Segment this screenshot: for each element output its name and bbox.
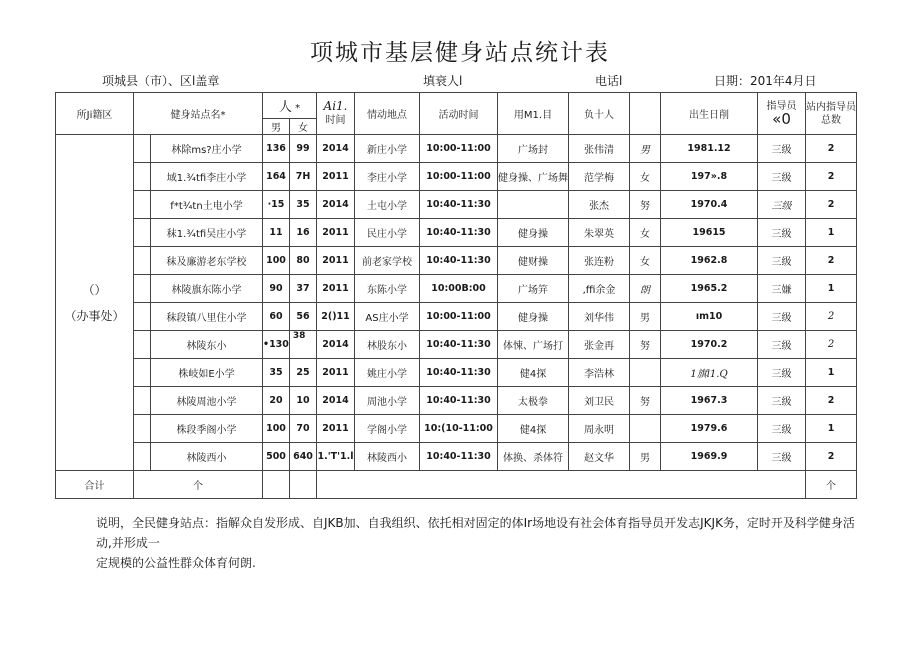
project: 广场笄: [498, 275, 569, 303]
male-count: [263, 275, 290, 303]
leader: 张伟清: [569, 135, 630, 163]
project: 健4探: [498, 359, 569, 387]
location: 东陈小学: [355, 275, 420, 303]
activity-time: 10:00-11:00: [420, 135, 498, 163]
male-count-value: 60: [269, 311, 283, 322]
found-year: 2011: [317, 247, 355, 275]
found-year: 1.'T'1.l: [317, 443, 355, 471]
male-count-value: 20: [269, 395, 283, 406]
total-count-unit: 个: [806, 471, 857, 499]
station-name: 域1.¾tfi李庄小学: [151, 163, 263, 191]
district-label-bottom: （办事处）: [64, 308, 125, 323]
activity-time: 10:40-11:30: [420, 331, 498, 359]
male-count: [263, 387, 290, 415]
female-count: 7H: [290, 163, 317, 191]
leader: 张杰: [569, 191, 630, 219]
location: 李庄小学: [355, 163, 420, 191]
total-station-unit: 个: [134, 471, 263, 499]
project: [498, 191, 569, 219]
leader: 朱翠英: [569, 219, 630, 247]
header-male: 男: [263, 119, 290, 135]
filler-field: 填衰人l: [423, 74, 463, 88]
found-year: 2011: [317, 163, 355, 191]
level: 三嫌: [758, 275, 806, 303]
page-title: 项城市基层健身站点统计表: [310, 40, 610, 66]
header-level-top: 指导员: [766, 100, 797, 112]
male-count-value: •130: [263, 339, 289, 350]
male-count-value: 35: [269, 367, 283, 378]
station-instructor-count: 2: [806, 331, 857, 359]
birth-date: 1967.3: [661, 387, 758, 415]
station-name: 秣1.¾tfi吴庄小学: [151, 219, 263, 247]
found-year: 2014: [317, 331, 355, 359]
birth-date: 1970.2: [661, 331, 758, 359]
female-count: 25: [290, 359, 317, 387]
level: 三级: [758, 443, 806, 471]
leader: ,ffi余金: [569, 275, 630, 303]
project: 体换、杀体符: [498, 443, 569, 471]
project: 太极拳: [498, 387, 569, 415]
header-people-mark: *: [295, 103, 301, 114]
leader: 张金再: [569, 331, 630, 359]
birth-date: 1970.4: [661, 191, 758, 219]
male-count-value: 136: [266, 143, 286, 154]
location: 学阁小学: [355, 415, 420, 443]
gender: 男: [630, 135, 661, 163]
header-found-time: [317, 93, 355, 135]
location: 前老家学校: [355, 247, 420, 275]
found-year: 2011: [317, 359, 355, 387]
found-year: 2()11: [317, 303, 355, 331]
birth-date: 1981.12: [661, 135, 758, 163]
location: 林股东小: [355, 331, 420, 359]
level: 三级: [758, 247, 806, 275]
female-count: 35: [290, 191, 317, 219]
gender: 努: [630, 387, 661, 415]
found-year: 2014: [317, 191, 355, 219]
table-row: [56, 359, 857, 387]
level: 三级: [758, 303, 806, 331]
footnote: [96, 513, 856, 573]
birth-date: 1962.8: [661, 247, 758, 275]
leader: 刘卫民: [569, 387, 630, 415]
station-name: 株段季阁小学: [151, 415, 263, 443]
date-field: 日期：201年4月日: [714, 74, 817, 88]
birth-date: 1965.2: [661, 275, 758, 303]
station-instructor-count: 2: [806, 387, 857, 415]
level: 三级: [758, 163, 806, 191]
activity-time: 10:00-11:00: [420, 303, 498, 331]
total-row: [56, 471, 857, 499]
female-count: 99: [290, 135, 317, 163]
gender: 朗: [630, 275, 661, 303]
activity-time: 10:40-11:30: [420, 443, 498, 471]
station-name: 林陵东小: [151, 331, 263, 359]
gender: 男: [630, 443, 661, 471]
male-count: [263, 135, 290, 163]
total-male-blank: [263, 471, 290, 499]
project: 健财操: [498, 247, 569, 275]
header-female: 女: [290, 119, 317, 135]
gender: 努: [630, 191, 661, 219]
station-instructor-count: 2: [806, 303, 857, 331]
footnote-line2: 定规模的公益性群众体育何朗.: [96, 556, 256, 570]
gender: 女: [630, 219, 661, 247]
station-instructor-count: 1: [806, 219, 857, 247]
header-found-bottom: 时间: [325, 115, 346, 126]
activity-time: 10:40-11:30: [420, 219, 498, 247]
gender: [630, 359, 661, 387]
leader: 周永明: [569, 415, 630, 443]
found-year: 2011: [317, 415, 355, 443]
row-blank-cell: [134, 247, 151, 275]
location: 周池小学: [355, 387, 420, 415]
male-count-value: 100: [266, 423, 286, 434]
header-time: 活动时间: [420, 93, 498, 135]
male-count-extra: 38: [292, 331, 306, 341]
female-count: 80: [290, 247, 317, 275]
row-blank-cell: [134, 191, 151, 219]
district-label-top: （）: [82, 282, 107, 297]
project: 广场封: [498, 135, 569, 163]
birth-date: 1旗l1.Q: [661, 359, 758, 387]
project: 健身操: [498, 303, 569, 331]
header-found-top: Ai1.: [323, 99, 348, 113]
birth-date: 19615: [661, 219, 758, 247]
location: AS庄小学: [355, 303, 420, 331]
table-row: [56, 331, 857, 359]
activity-time: 10:40-11:30: [420, 247, 498, 275]
leader: 赵文华: [569, 443, 630, 471]
header-project: 用M1.目: [498, 93, 569, 135]
table-row: [56, 303, 857, 331]
male-count-value: 500: [266, 451, 286, 462]
row-blank-cell: [134, 443, 151, 471]
project: 健身操: [498, 219, 569, 247]
table-row: [56, 191, 857, 219]
station-instructor-count: 1: [806, 359, 857, 387]
table-row: [56, 219, 857, 247]
station-instructor-count: 2: [806, 443, 857, 471]
gender: 努: [630, 331, 661, 359]
county-field: 项城县（市）、区l盖章: [102, 74, 220, 88]
table-row: [56, 247, 857, 275]
location: 姚庄小学: [355, 359, 420, 387]
phone-field: 电话l: [595, 74, 623, 88]
male-count-value: 164: [266, 171, 286, 182]
level: 三级: [758, 331, 806, 359]
level: 三级: [758, 219, 806, 247]
female-count: 640: [290, 443, 317, 471]
leader: 张连粉: [569, 247, 630, 275]
activity-time: 10:40-11:30: [420, 191, 498, 219]
station-name: 林陵旗东陈小学: [151, 275, 263, 303]
location: 民庄小学: [355, 219, 420, 247]
male-count: [263, 359, 290, 387]
leader: 刘华伟: [569, 303, 630, 331]
station-name: 林除ms?庄小学: [151, 135, 263, 163]
total-blank: [317, 471, 806, 499]
table-row: [56, 415, 857, 443]
header-row: [56, 93, 857, 119]
activity-time: 10:40-11:30: [420, 387, 498, 415]
header-location: 情动地点: [355, 93, 420, 135]
level: 三级: [758, 359, 806, 387]
found-year: 2011: [317, 275, 355, 303]
male-count: [263, 303, 290, 331]
row-blank-cell: [134, 163, 151, 191]
header-gender: [630, 93, 661, 135]
station-name: f*t¾tn土电小学: [151, 191, 263, 219]
female-count: 70: [290, 415, 317, 443]
row-blank-cell: [134, 359, 151, 387]
row-blank-cell: [134, 331, 151, 359]
row-blank-cell: [134, 275, 151, 303]
row-blank-cell: [134, 135, 151, 163]
table-row: [56, 135, 857, 163]
total-label: 合计: [56, 471, 134, 499]
birth-date: ım10: [661, 303, 758, 331]
table-row: [56, 163, 857, 191]
station-name: 秣及廉游老东学校: [151, 247, 263, 275]
birth-date: 1979.6: [661, 415, 758, 443]
location: 土屯小学: [355, 191, 420, 219]
station-instructor-count: 2: [806, 191, 857, 219]
male-count: [263, 163, 290, 191]
station-table: [55, 92, 857, 499]
header-count: 站内指导员总数: [806, 93, 857, 135]
project: 体悚、广场打: [498, 331, 569, 359]
found-year: 2014: [317, 135, 355, 163]
male-count: [263, 443, 290, 471]
birth-date: 1969.9: [661, 443, 758, 471]
header-people-label: 人: [278, 100, 292, 115]
male-count-value: 11: [269, 227, 283, 238]
header-level: [758, 93, 806, 135]
gender: [630, 415, 661, 443]
table-row: [56, 387, 857, 415]
station-instructor-count: 1: [806, 415, 857, 443]
location: 林陵西小: [355, 443, 420, 471]
female-count: 10: [290, 387, 317, 415]
total-female-blank: [290, 471, 317, 499]
female-count: 56: [290, 303, 317, 331]
header-district: 所Ji籍区: [56, 93, 134, 135]
male-count: [263, 219, 290, 247]
location: 新庄小学: [355, 135, 420, 163]
gender: 女: [630, 247, 661, 275]
station-name: 林陵西小: [151, 443, 263, 471]
male-count: [263, 247, 290, 275]
activity-time: 10:40-11:30: [420, 359, 498, 387]
male-count: [263, 191, 290, 219]
found-year: 2014: [317, 387, 355, 415]
header-level-bottom: «0: [772, 109, 791, 128]
activity-time: 10:00-11:00: [420, 163, 498, 191]
level: 三级: [758, 135, 806, 163]
station-name: 秣段镇八里住小学: [151, 303, 263, 331]
leader: 范学梅: [569, 163, 630, 191]
leader: 李浩林: [569, 359, 630, 387]
project: 健4探: [498, 415, 569, 443]
row-blank-cell: [134, 387, 151, 415]
station-instructor-count: 1: [806, 275, 857, 303]
male-count-value: ·15: [267, 199, 285, 210]
row-blank-cell: [134, 415, 151, 443]
header-people: [263, 93, 317, 119]
male-count-value: 100: [266, 255, 286, 266]
female-count: 37: [290, 275, 317, 303]
birth-date: 197».8: [661, 163, 758, 191]
level: 三级: [758, 415, 806, 443]
gender: 男: [630, 303, 661, 331]
header-station: 健身站点名*: [134, 93, 263, 135]
row-blank-cell: [134, 219, 151, 247]
female-count: 16: [290, 219, 317, 247]
station-name: 林陵周池小学: [151, 387, 263, 415]
station-instructor-count: 2: [806, 163, 857, 191]
male-count: [263, 415, 290, 443]
level: 三级: [758, 387, 806, 415]
row-blank-cell: [134, 303, 151, 331]
district-cell: [56, 135, 134, 471]
activity-time: 10:00B:00: [420, 275, 498, 303]
station-instructor-count: 2: [806, 247, 857, 275]
table-row: [56, 275, 857, 303]
footnote-line1: 说明，全民健身站点：指解众自发形成、自JKB加、自我组织、依托相对固定的体Ir场地设有社会体育指导员开发志JKJK务，定时开及科学健身活动,并形成一: [96, 516, 855, 550]
table-row: [56, 443, 857, 471]
gender: 女: [630, 163, 661, 191]
header-birth: 出生日削: [661, 93, 758, 135]
found-year: 2011: [317, 219, 355, 247]
project: 健身操、广场舞: [498, 163, 569, 191]
activity-time: 10:(10-11:00: [420, 415, 498, 443]
male-count-value: 90: [269, 283, 283, 294]
level: 三级: [758, 191, 806, 219]
station-instructor-count: 2: [806, 135, 857, 163]
male-count: [263, 331, 306, 359]
header-leader: 负十人: [569, 93, 630, 135]
station-name: 株岐如E小学: [151, 359, 263, 387]
